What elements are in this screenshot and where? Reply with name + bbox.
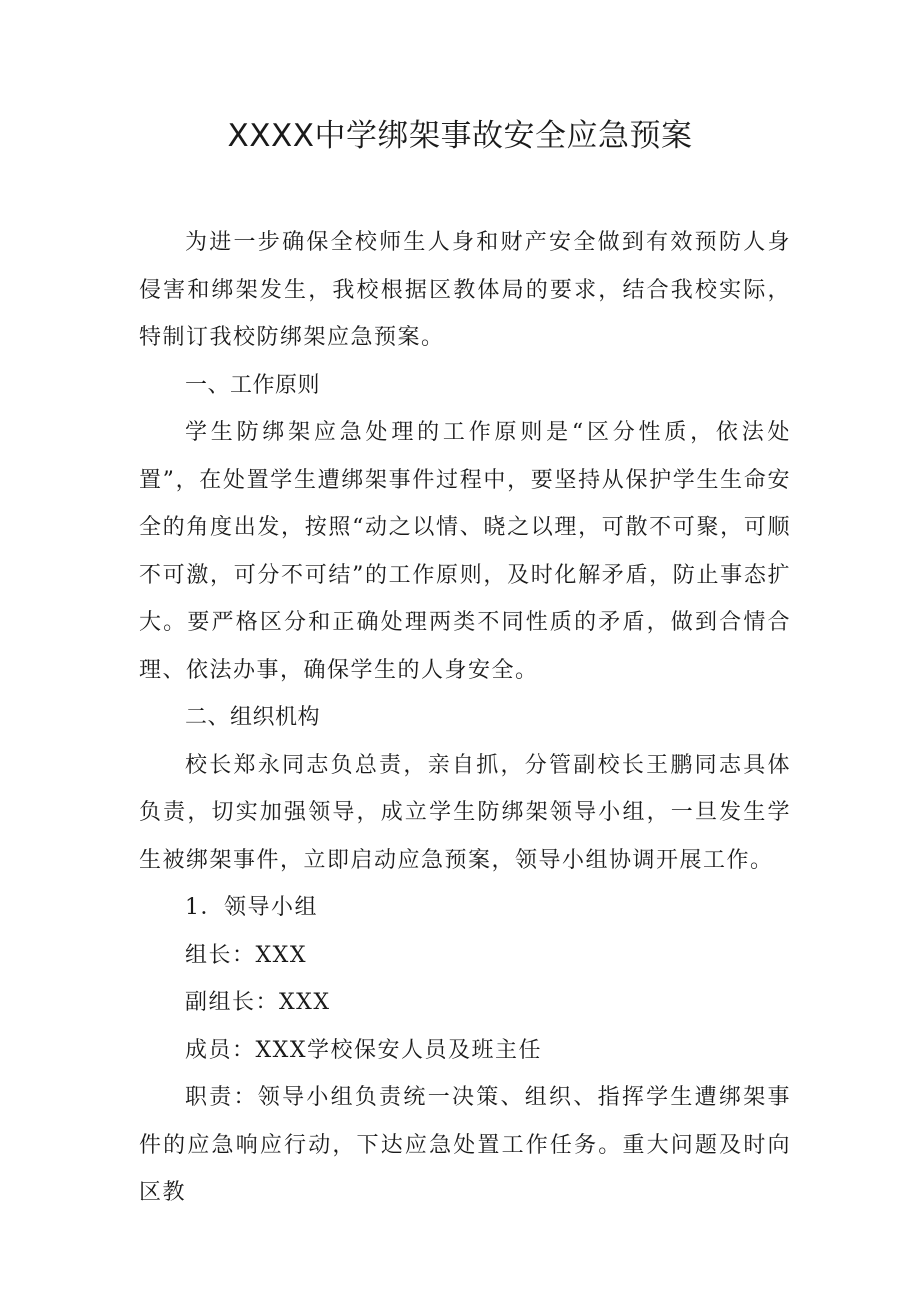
organization-paragraph: 校长郑永同志负总责，亲自抓，分管副校长王鹏同志具体负责，切实加强领导，成立学生防绑架领导小组，一旦发生学生被绑架事件，立即启动应急预案，领导小组协调开展工作。 xyxy=(139,752,791,873)
principles-paragraph: 学生防绑架应急处理的工作原则是“区分性质，依法处置”，在处置学生遭绑架事件过程中，要坚持从保护学生生命安全的角度出发，按照“动之以情、晓之以理，可散不可聚，可顺不可激，可分不可结”的工作原则，及时化解矛盾，防止事态扩大。要严格区分和正确处理两类不同性质的矛盾，做到合情合理、依法办事，确保学生的人身安全。 xyxy=(139,420,791,683)
section-heading-principles: 一、工作原则 xyxy=(185,372,321,398)
deputy-leader-line: 副组长：XXX xyxy=(185,990,331,1015)
group-leader-line: 组长：XXX xyxy=(185,942,307,968)
leadership-group-subheading: 1．领导小组 xyxy=(185,895,318,920)
document-title: XXXX中学绑架事故安全应急预案 xyxy=(227,118,693,154)
intro-paragraph: 为进一步确保全校师生人身和财产安全做到有效预防人身侵害和绑架发生，我校根据区教体局的要求，结合我校实际，特制订我校防绑架应急预案。 xyxy=(139,230,791,350)
section-heading-organization: 二、组织机构 xyxy=(185,705,321,730)
members-line: 成员：XXX学校保安人员及班主任 xyxy=(185,1037,542,1063)
duties-paragraph: 职责：领导小组负责统一决策、组织、指挥学生遭绑架事件的应急响应行动，下达应急处置工作任务。重大问题及时向区教 xyxy=(139,1085,791,1205)
document-body xyxy=(139,219,791,1217)
